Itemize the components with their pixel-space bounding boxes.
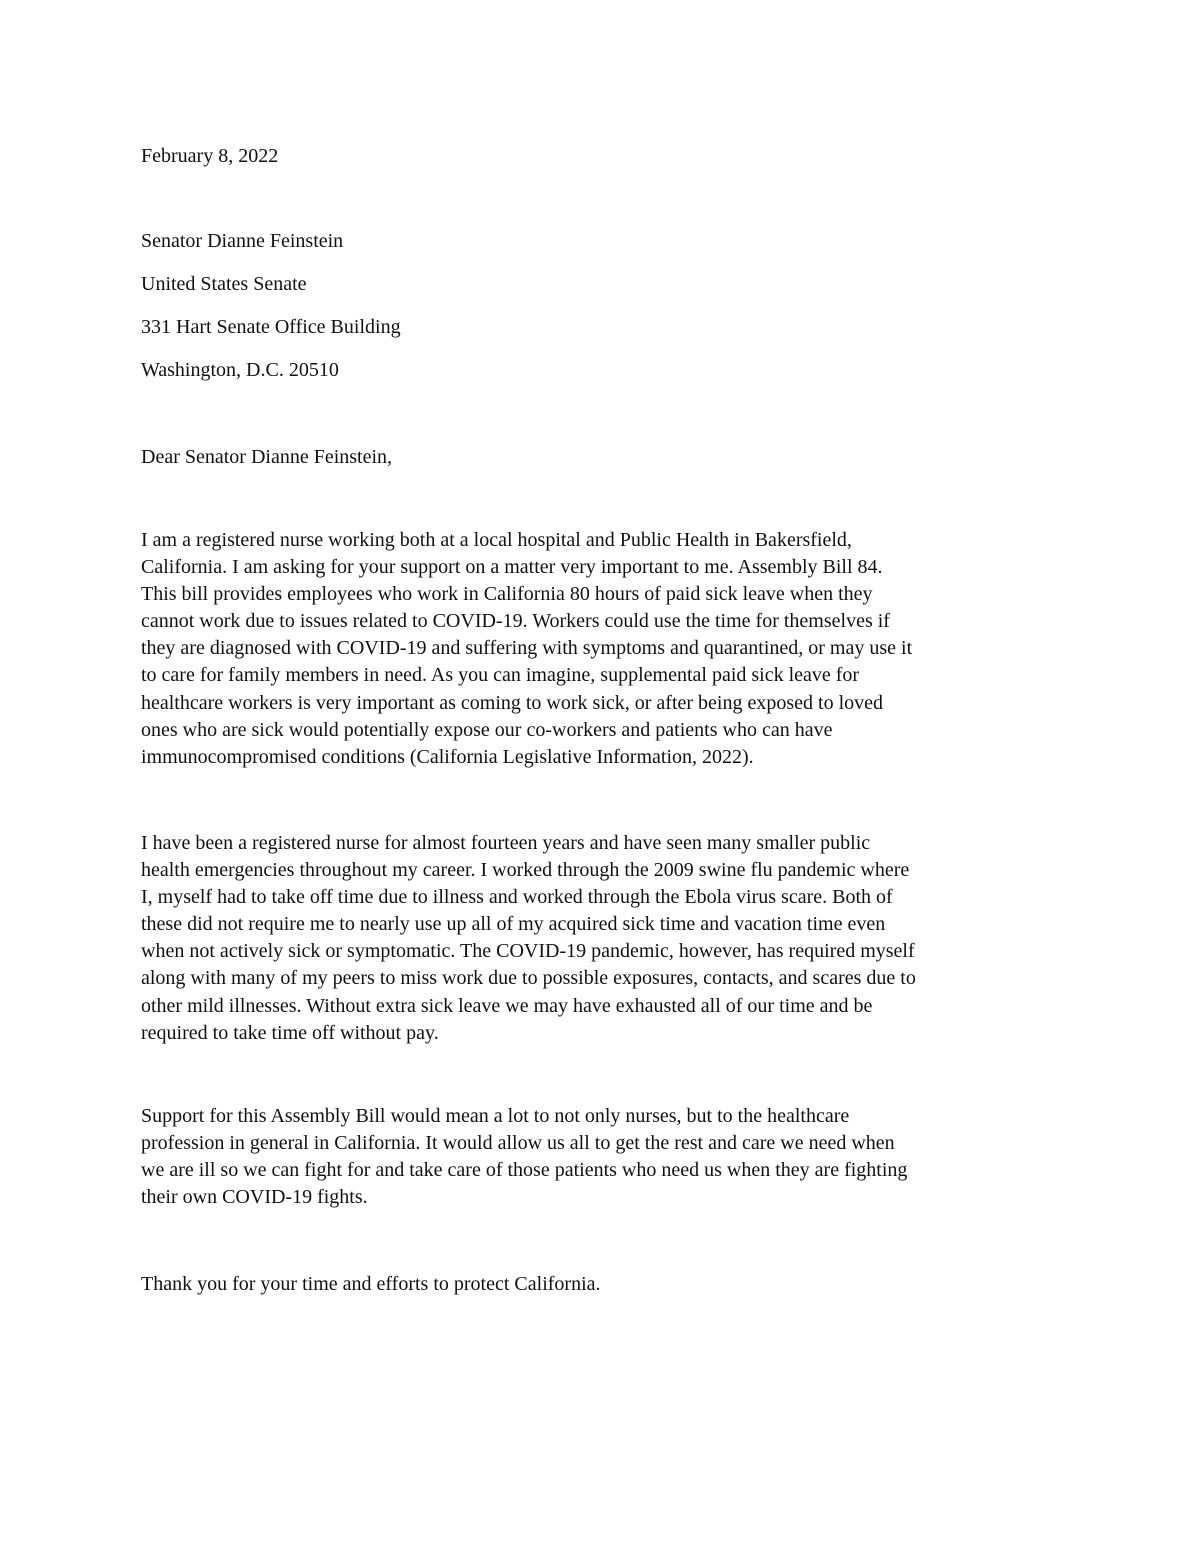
closing-line: Thank you for your time and efforts to protect California. <box>141 1273 601 1295</box>
body-paragraph-2 <box>141 830 1071 1047</box>
paragraph-line: California. I am asking for your support on a matter very important to me. Assembly Bill 84. <box>141 556 883 579</box>
paragraph-line: they are diagnosed with COVID-19 and suffering with symptoms and quarantined, or may use it <box>141 637 913 660</box>
recipient-name: Senator Dianne Feinstein <box>141 230 344 252</box>
paragraph-line: along with many of my peers to miss work due to possible exposures, contacts, and scares due to <box>141 967 916 990</box>
paragraph-line: profession in general in California. It would allow us all to get the rest and care we need when <box>141 1132 895 1155</box>
paragraph-line: Support for this Assembly Bill would mean a lot to not only nurses, but to the healthcare <box>141 1105 850 1127</box>
paragraph-line: I, myself had to take off time due to illness and worked through the Ebola virus scare. Both of <box>141 886 893 909</box>
paragraph-line: these did not require me to nearly use up all of my acquired sick time and vacation time even <box>141 913 886 936</box>
paragraph-line: I have been a registered nurse for almost fourteen years and have seen many smaller public <box>141 832 871 854</box>
paragraph-line: their own COVID-19 fights. <box>141 1186 368 1209</box>
paragraph-line: to care for family members in need. As you can imagine, supplemental paid sick leave for <box>141 664 860 687</box>
recipient-city: Washington, D.C. 20510 <box>141 359 339 381</box>
paragraph-line: healthcare workers is very important as coming to work sick, or after being exposed to loved <box>141 691 884 714</box>
paragraph-line: other mild illnesses. Without extra sick leave we may have exhausted all of our time and be <box>141 994 873 1017</box>
paragraph-line: cannot work due to issues related to COVID-19. Workers could use the time for themselves if <box>141 610 890 633</box>
paragraph-line: ones who are sick would potentially expose our co-workers and patients who can have <box>141 718 833 741</box>
paragraph-line: This bill provides employees who work in California 80 hours of paid sick leave when they <box>141 583 873 606</box>
salutation: Dear Senator Dianne Feinstein, <box>141 446 393 468</box>
paragraph-line: immunocompromised conditions (California Legislative Information, 2022). <box>141 745 754 768</box>
paragraph-line: required to take time off without pay. <box>141 1021 439 1044</box>
paragraph-line: when not actively sick or symptomatic. The COVID-19 pandemic, however, has required myself <box>141 940 915 963</box>
body-paragraph-3 <box>141 1103 1071 1211</box>
paragraph-line: we are ill so we can fight for and take care of those patients who need us when they are fighting <box>141 1159 908 1182</box>
letter-date: February 8, 2022 <box>141 145 279 167</box>
paragraph-line: health emergencies throughout my career. I worked through the 2009 swine flu pandemic where <box>141 859 910 882</box>
recipient-office: United States Senate <box>141 273 307 295</box>
recipient-street: 331 Hart Senate Office Building <box>141 316 401 338</box>
paragraph-line: I am a registered nurse working both at a local hospital and Public Health in Bakersfield, <box>141 529 852 551</box>
body-paragraph-1 <box>141 527 1071 771</box>
